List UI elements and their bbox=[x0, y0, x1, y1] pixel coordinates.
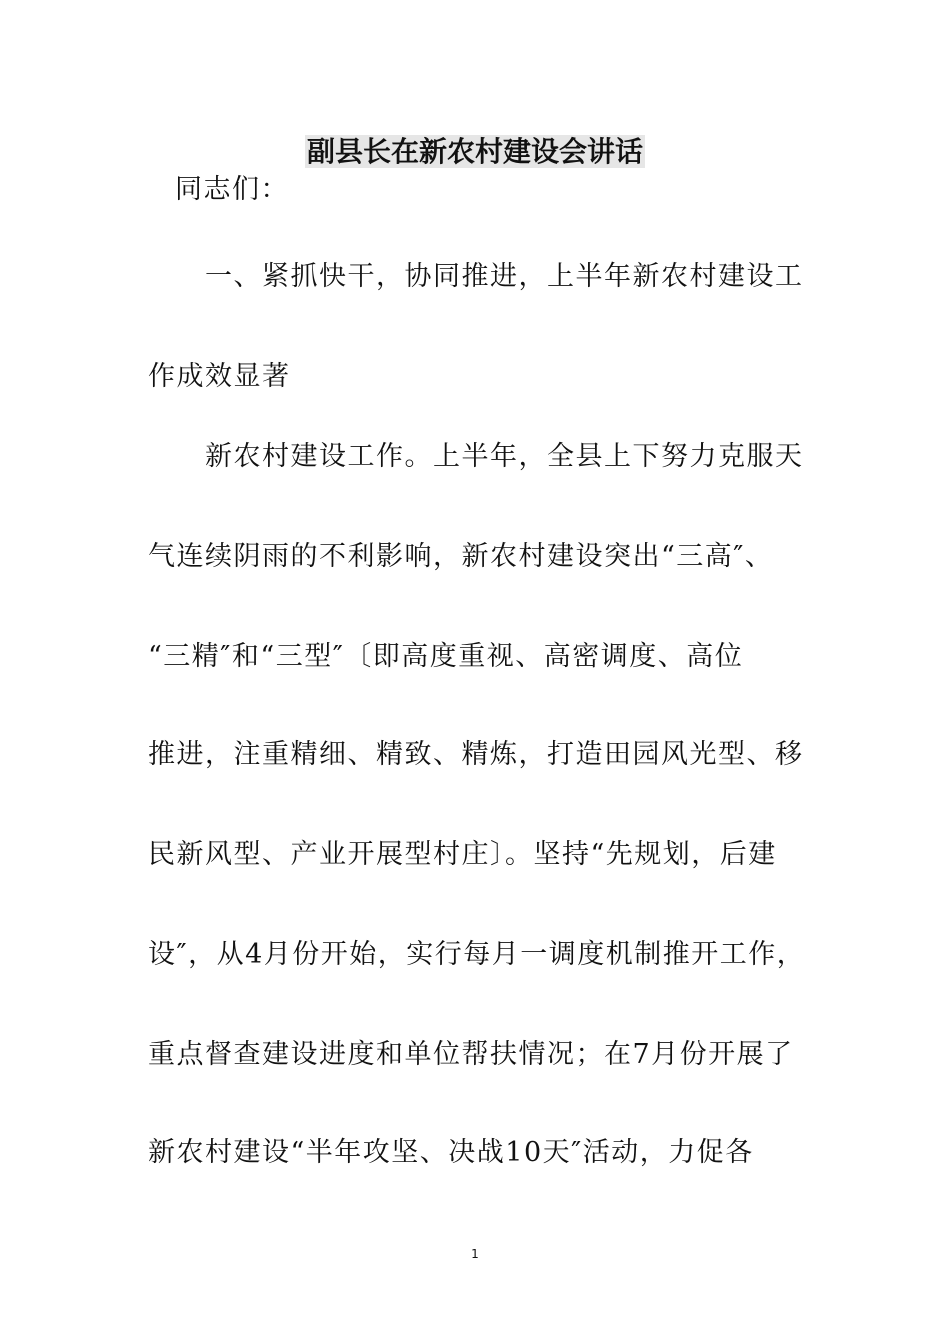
paragraph-line: 新农村建设工作。上半年，全县上下努力克服天 bbox=[205, 441, 804, 472]
paragraph-line: 重点督查建设进度和单位帮扶情况；在7月份开展了 bbox=[148, 1039, 794, 1070]
paragraph-line: 新农村建设“半年攻坚、决战10天″活动，力促各 bbox=[148, 1137, 754, 1168]
salutation: 同志们： bbox=[175, 174, 289, 205]
paragraph-line: 民新风型、产业开展型村庄〕。坚持“先规划，后建 bbox=[148, 839, 777, 870]
section-heading-line: 一、紧抓快干，协同推进，上半年新农村建设工 bbox=[205, 261, 804, 292]
page-number: 1 bbox=[471, 1247, 479, 1261]
paragraph-line: “三精″和“三型″〔即高度重视、高密调度、高位 bbox=[148, 641, 744, 672]
document-title-text: 副县长在新农村建设会讲话 bbox=[306, 135, 643, 168]
section-heading-line: 作成效显著 bbox=[148, 361, 291, 392]
paragraph-line: 气连续阴雨的不利影响，新农村建设突出“三高″、 bbox=[148, 541, 774, 572]
document-title bbox=[0, 132, 950, 172]
paragraph-line: 设″，从4月份开始，实行每月一调度机制推开工作， bbox=[148, 939, 806, 970]
paragraph-line: 推进，注重精细、精致、精炼，打造田园风光型、移 bbox=[148, 739, 804, 770]
